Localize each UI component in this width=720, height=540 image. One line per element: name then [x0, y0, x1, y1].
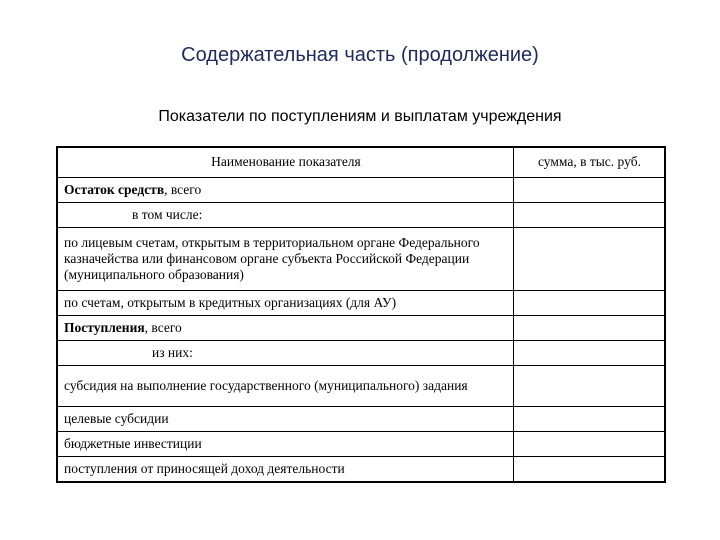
- row-name-cell: [57, 316, 513, 341]
- row-name-cell: субсидия на выполнение государственного (муниципального) задания: [57, 366, 513, 407]
- table-row: [57, 291, 665, 316]
- row-name-cell: по лицевым счетам, открытым в территориальном органе Федерального казначейства или финансовом органе субъекта Российской Федерации (муниципального образования): [57, 228, 513, 291]
- row-bold-label: Остаток средств: [64, 181, 165, 197]
- row-label-suffix: , всего: [164, 181, 202, 197]
- header-name-cell: Наименование показателя: [57, 147, 513, 178]
- row-name-cell: по счетам, открытым в кредитных организациях (для АУ): [57, 291, 513, 316]
- row-name-cell: [57, 178, 513, 203]
- table-row: [57, 178, 665, 203]
- table-row: [57, 228, 665, 291]
- table-row: [57, 457, 665, 483]
- row-sum-cell: [513, 316, 665, 341]
- row-bold-label: Поступления: [64, 319, 145, 335]
- row-sum-cell: [513, 203, 665, 228]
- table-row: [57, 366, 665, 407]
- row-sum-cell: [513, 228, 665, 291]
- table-row: [57, 316, 665, 341]
- table-row: [57, 432, 665, 457]
- row-sum-cell: [513, 432, 665, 457]
- row-name-cell: бюджетные инвестиции: [57, 432, 513, 457]
- table-row: [57, 341, 665, 366]
- slide-title: Содержательная часть (продолжение): [181, 44, 539, 66]
- row-sum-cell: [513, 291, 665, 316]
- row-sum-cell: [513, 178, 665, 203]
- indicators-table: [56, 146, 666, 483]
- row-name-cell: из них:: [57, 341, 513, 366]
- table-row: [57, 407, 665, 432]
- row-sum-cell: [513, 341, 665, 366]
- table-header-row: [57, 147, 665, 178]
- row-name-cell: поступления от приносящей доход деятельности: [57, 457, 513, 483]
- row-name-cell: целевые субсидии: [57, 407, 513, 432]
- row-sum-cell: [513, 457, 665, 483]
- table-row: [57, 203, 665, 228]
- header-sum-cell: сумма, в тыс. руб.: [513, 147, 665, 178]
- row-sum-cell: [513, 407, 665, 432]
- row-label-suffix: , всего: [144, 319, 182, 335]
- row-name-cell: в том числе:: [57, 203, 513, 228]
- table-subtitle: Показатели по поступлениям и выплатам учреждения: [158, 108, 562, 125]
- row-sum-cell: [513, 366, 665, 407]
